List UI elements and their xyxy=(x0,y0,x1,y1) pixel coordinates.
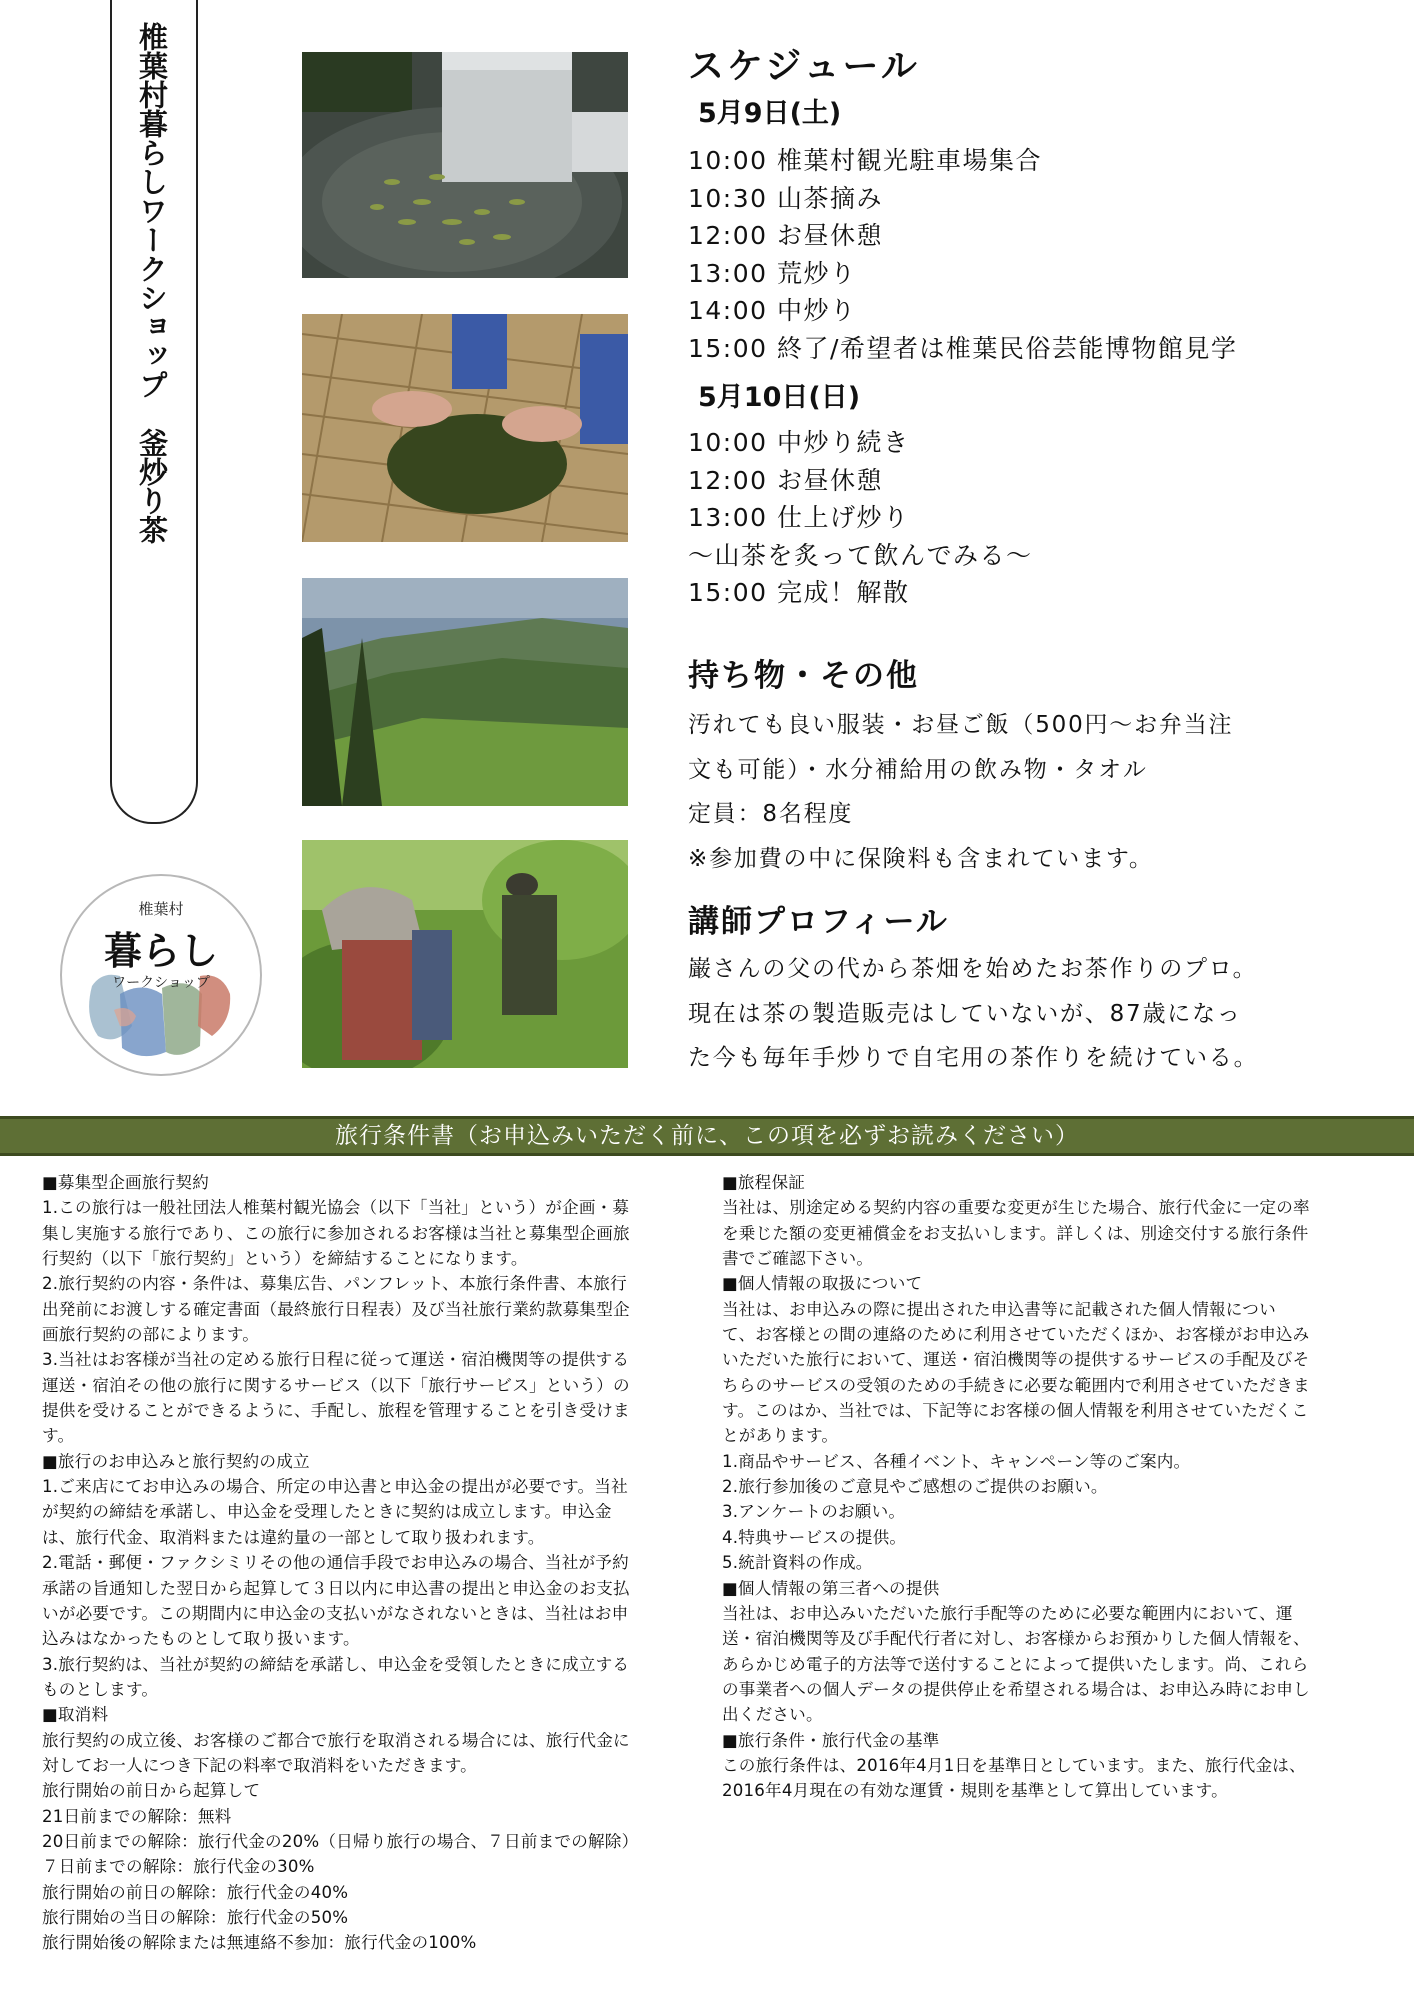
terms-line: 出ください。 xyxy=(722,1705,823,1725)
schedule-heading: スケジュール xyxy=(688,46,920,87)
day2-date: 5月10日(日) xyxy=(698,382,861,413)
terms-line: 旅行開始の当日の解除：旅行代金の50% xyxy=(42,1907,349,1927)
instructor-section xyxy=(688,896,1388,1081)
day2-item: 13:00 仕上げ炒り xyxy=(688,503,910,532)
instructor-line: 現在は茶の製造販売はしていないが、87歳になっ xyxy=(688,1000,1242,1027)
insurance-note: ※参加費の中に保険料も含まれています。 xyxy=(688,845,1154,872)
terms-line: 運送・宿泊その他の旅行に関するサービス（以下「旅行サービス」という）の xyxy=(42,1375,630,1395)
terms-line: 承諾の旨通知した翌日から起算して３日以内に申込書の提出と申込金のお支払 xyxy=(42,1578,630,1598)
terms-line: が契約の締結を承諾し、申込金を受理したときに契約は成立します。申込金 xyxy=(42,1502,612,1522)
belongings-heading: 持ち物・その他 xyxy=(688,658,919,694)
terms-line: あらかじめ電子的方法等で送付することによって提供いたします。尚、これら xyxy=(722,1654,1309,1674)
terms-section-heading: ■個人情報の第三者への提供 xyxy=(722,1578,940,1598)
terms-line: 2.旅行契約の内容・条件は、募集広告、パンフレット、本旅行条件書、本旅行 xyxy=(42,1274,627,1294)
terms-left-column xyxy=(42,1170,706,1956)
terms-line: 1.この旅行は一般社団法人椎葉村観光協会（以下「当社」という）が企画・募 xyxy=(42,1198,630,1218)
workshop-logo xyxy=(60,874,262,1076)
terms-line: 1.ご来店にてお申込みの場合、所定の申込書と申込金の提出が必要です。当社 xyxy=(42,1477,628,1497)
terms-line: 行契約（以下「旅行契約」という）を締結することになります。 xyxy=(42,1249,528,1269)
terms-line: す。このはか、当社では、下記等にお客様の個人情報を利用させていただくこ xyxy=(722,1401,1309,1421)
terms-line: ものとします。 xyxy=(42,1679,159,1699)
terms-line: 3.当社はお客様が当社の定める旅行日程に従って運送・宿泊機関等の提供する xyxy=(42,1350,630,1370)
terms-line: 込みはなかったものとして取り扱います。 xyxy=(42,1629,360,1649)
terms-line: いただいた旅行において、運送・宿泊機関等の提供するサービスの手配及びそ xyxy=(722,1350,1310,1370)
terms-line: ちらのサービスの受領のための手続きに必要な範囲内で利用させていただきま xyxy=(722,1375,1310,1395)
instructor-line: 巌さんの父の代から茶畑を始めたお茶作りのプロ。 xyxy=(688,956,1258,982)
terms-line: この旅行条件は、2016年4月1日を基準日としています。また、旅行代金は、 xyxy=(722,1755,1306,1775)
terms-line: 4.特典サービスの提供。 xyxy=(722,1527,907,1547)
terms-line: 旅行開始の前日から起算して xyxy=(42,1781,261,1801)
terms-section-heading: ■個人情報の取扱について xyxy=(722,1274,923,1294)
terms-line: 旅行契約の成立後、お客様のご都合で旅行を取消される場合には、旅行代金に xyxy=(42,1730,630,1750)
day1-item: 14:00 中炒り xyxy=(688,296,857,325)
terms-line: 3.アンケートのお願い。 xyxy=(722,1502,906,1522)
terms-line: す。 xyxy=(42,1426,75,1446)
terms-line: の事業者への個人データの提供停止を希望される場合は、お申込み時にお申し xyxy=(722,1679,1310,1699)
terms-line: 5.統計資料の作成。 xyxy=(722,1553,873,1573)
day1-item: 12:00 お昼休憩 xyxy=(688,221,883,250)
photo-hands-rolling-tea xyxy=(302,314,628,542)
terms-line: 当社は、お申込みいただいた旅行手配等のために必要な範囲内において、運 xyxy=(722,1603,1293,1623)
title-tab xyxy=(110,0,198,824)
terms-line: 2.電話・郵便・ファクシミリその他の通信手段でお申込みの場合、当社が予約 xyxy=(42,1553,629,1573)
schedule-section xyxy=(688,38,1388,612)
terms-right-column xyxy=(722,1170,1386,1804)
terms-line: いが必要です。この期間内に申込金の支払いがなされないときは、当社はお申 xyxy=(42,1603,629,1623)
terms-line: 集し実施する旅行であり、この旅行に参加されるお客様は当社と募集型企画旅 xyxy=(42,1223,630,1243)
terms-section-heading: ■旅行条件・旅行代金の基準 xyxy=(722,1730,940,1750)
terms-line: 旅行開始後の解除または無連絡不参加：旅行代金の100% xyxy=(42,1933,477,1953)
day2-item: 10:00 中炒り続き xyxy=(688,428,910,457)
logo-main-text: 暮らし xyxy=(103,928,218,973)
photo-picking-tea-leaves xyxy=(302,840,628,1068)
terms-section-heading: ■取消料 xyxy=(42,1705,109,1725)
travel-terms-banner: 旅行条件書（お申込みいただく前に、この項を必ずお読みください） xyxy=(0,1116,1414,1156)
day1-schedule-list xyxy=(688,142,1388,367)
terms-line: 1.商品やサービス、各種イベント、キャンペーン等のご案内。 xyxy=(722,1451,1191,1471)
terms-line: を乗じた額の変更補償金をお支払いします。詳しくは、別途交付する旅行条件 xyxy=(722,1223,1309,1243)
terms-section-heading: ■募集型企画旅行契約 xyxy=(42,1173,210,1192)
terms-line: 提供を受けることができるように、手配し、旅程を管理することを引き受けま xyxy=(42,1401,630,1421)
day2-item: 15:00 完成！解散 xyxy=(688,578,910,607)
terms-line: は、旅行代金、取消料または違約量の一部として取り扱われます。 xyxy=(42,1527,545,1547)
terms-section-heading: ■旅程保証 xyxy=(722,1173,806,1192)
belongings-line: 汚れても良い服装・お昼ご飯（500円～お弁当注 xyxy=(688,712,1234,738)
day2-schedule-list xyxy=(688,424,1388,612)
terms-line: 3.旅行契約は、当社が契約の締結を承諾し、申込金を受領したときに成立する xyxy=(42,1654,630,1674)
terms-line: 当社は、お申込みの際に提出された申込書等に記載された個人情報につい xyxy=(722,1299,1276,1319)
terms-line: 当社は、別途定める契約内容の重要な変更が生じた場合、旅行代金に一定の率 xyxy=(722,1198,1310,1218)
logo-workshop-text: ワークショップ xyxy=(112,975,210,991)
terms-line: 対してお一人につき下記の料率で取消料をいただきます。 xyxy=(42,1755,477,1775)
terms-line: 旅行開始の前日の解除：旅行代金の40% xyxy=(42,1882,349,1902)
day2-item: 12:00 お昼休憩 xyxy=(688,465,883,495)
belongings-section xyxy=(688,650,1388,881)
terms-line: て、お客様との間の連絡のために利用させていただくほか、お客様がお申込み xyxy=(722,1325,1310,1345)
terms-line: 出発前にお渡しする確定書面（最終旅行日程表）及び当社旅行業約款募集型企 xyxy=(42,1299,630,1319)
vertical-title: 椎葉村暮らしワークショップ 釜炒り茶 xyxy=(135,22,169,544)
terms-line: とがあります。 xyxy=(722,1426,839,1446)
capacity-line: 定員：8名程度 xyxy=(688,801,854,827)
terms-line: 21日前までの解除：無料 xyxy=(42,1806,232,1826)
terms-section-heading: ■旅行のお申込みと旅行契約の成立 xyxy=(42,1451,310,1471)
terms-line: 画旅行契約の部によります。 xyxy=(42,1325,259,1345)
instructor-heading: 講師プロフィール xyxy=(688,904,949,940)
day1-item: 10:30 山茶摘み xyxy=(688,183,883,213)
terms-line: 2.旅行参加後のご意見やご感想のご提供のお願い。 xyxy=(722,1477,1108,1497)
photo-tea-roasting-pan xyxy=(302,52,628,278)
day1-item: 13:00 荒炒り xyxy=(688,258,857,288)
terms-line: 書でご確認下さい。 xyxy=(722,1249,874,1269)
belongings-line: 文も可能）・水分補給用の飲み物・タオル xyxy=(688,756,1148,783)
terms-line: 送・宿泊機関等及び手配代行者に対し、お客様からお預かりした個人情報を、 xyxy=(722,1629,1310,1649)
day1-date: 5月9日(土) xyxy=(698,98,842,129)
logo-village-text: 椎葉村 xyxy=(138,900,184,918)
terms-line: 20日前までの解除：旅行代金の20%（日帰り旅行の場合、７日前までの解除） xyxy=(42,1831,639,1851)
day2-item: ～山茶を炙って飲んでみる～ xyxy=(688,540,1033,570)
photo-mountain-landscape xyxy=(302,578,628,806)
terms-line: 2016年4月現在の有効な運賃・規則を基準として算出しています。 xyxy=(722,1781,1228,1801)
day1-item: 15:00 終了/希望者は椎葉民俗芸能博物館見学 xyxy=(688,333,1238,363)
terms-line: ７日前までの解除：旅行代金の30% xyxy=(42,1857,315,1877)
instructor-line: た今も毎年手炒りで自宅用の茶作りを続けている。 xyxy=(688,1045,1259,1071)
day1-item: 10:00 椎葉村観光駐車場集合 xyxy=(688,146,1042,175)
